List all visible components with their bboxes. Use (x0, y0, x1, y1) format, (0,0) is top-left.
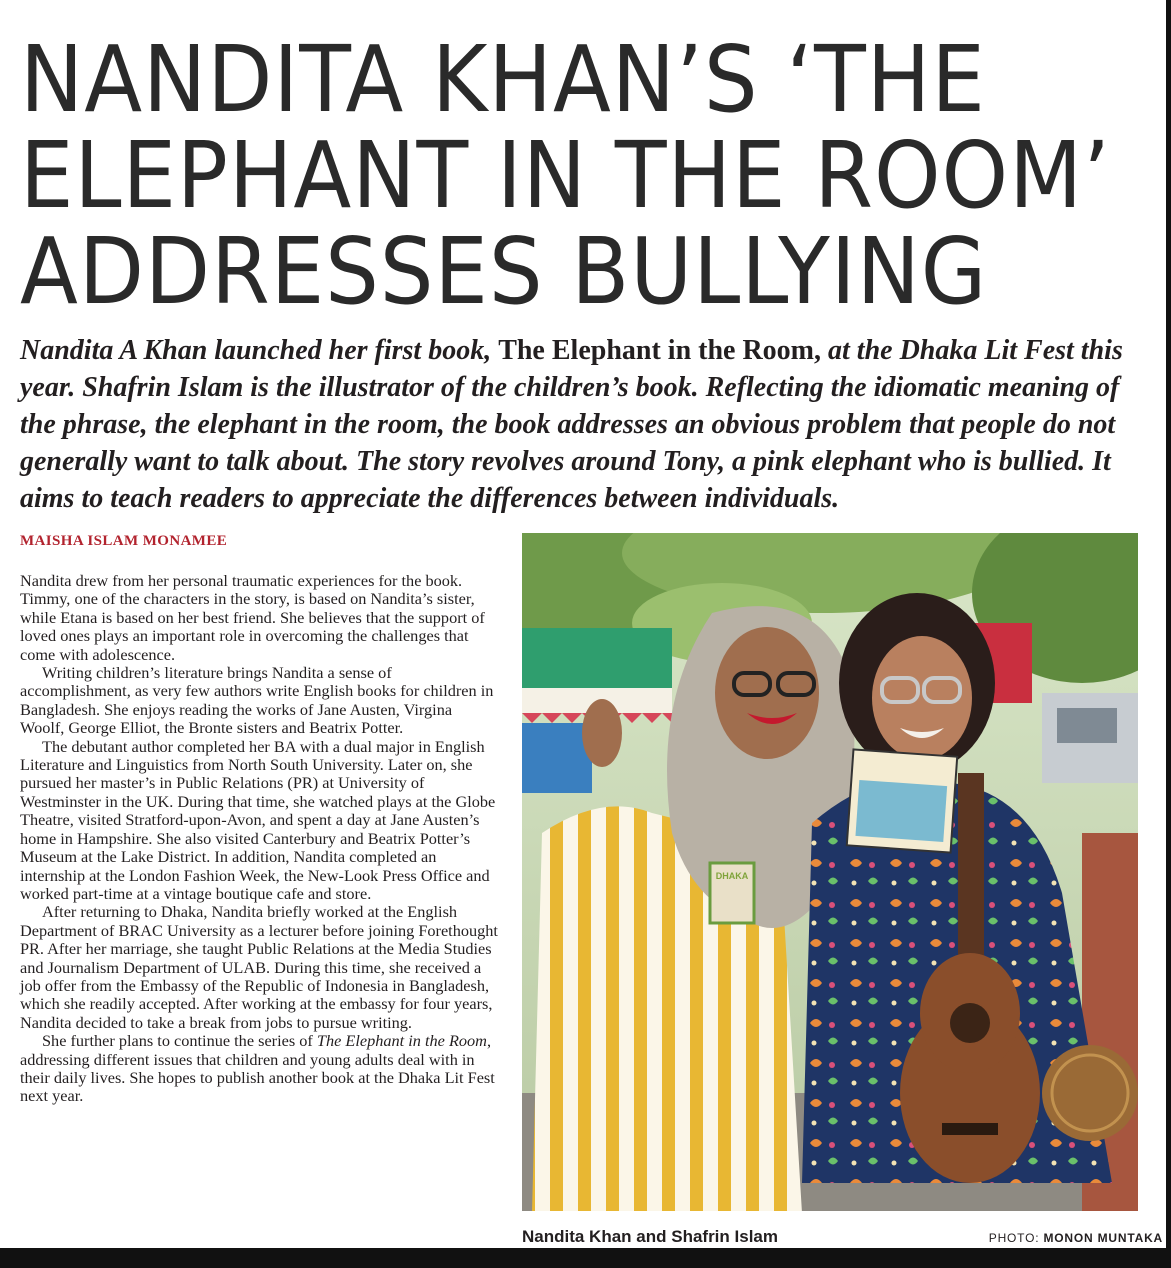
body-paragraph-3: The debutant author completed her BA with a dual major in English Literature and Linguistics from North South University. Later on, she pursued her master’s in Public Relations (PR) at University of Westminster in the UK. During that time, she watched plays at the Globe Theatre, visited Stratford-upon-Avon, and spent a day at Jane Austen’s home in Hampshire. She also visited Canterbury and Beatrix Potter’s Museum at the Lake District. In addition, Nandita completed an internship at the London Fashion Week, the New-Look Press Office and worked part-time at a vintage boutique cafe and store. (20, 736, 496, 903)
headline (20, 26, 1111, 325)
body-paragraph-5 (20, 1032, 500, 1106)
standfirst (20, 332, 1160, 517)
standfirst-part-1: Nandita A Khan launched her first book, (20, 335, 499, 366)
headline-line-1: NANDITA KHAN’S ‘THE (20, 26, 986, 133)
photo-credit-name: MONON MUNTAKA (1043, 1231, 1163, 1245)
body-paragraph-1: Nandita drew from her personal traumatic experiences for the book. Timmy, one of the characters in the story, is based on Nandita’s sister, while Etana is based on her best friend. She believes that the support of loved ones plays an important role in overcoming the challenges that come with adolescence. (20, 571, 485, 664)
page-bottom-bar (0, 1248, 1171, 1268)
photo-credit (989, 1231, 1163, 1245)
photo-illustration (522, 533, 1138, 1211)
body-p5-end: , addressing different issues that children and young adults deal with in their daily lives. She hopes to publish another book at the Dhaka Lit Fest next year. (20, 1031, 495, 1106)
standfirst-part-2: at the Dhaka Lit Fest this year. Shafrin Islam is the illustrator of the children’s book. Reflecting the idiomatic meaning of the phrase, the elephant in the room, the book addresses an obvious problem that people do not generally want to talk about. The story revolves around Tony, a pink elephant who is bullied. It aims to teach readers to appreciate the differences between individuals. (20, 335, 1123, 514)
headline-line-3: ADDRESSES BULLYING (20, 218, 988, 325)
body-p5-book-title: The Elephant in the Room (316, 1031, 487, 1051)
page-edge-rule (1166, 0, 1171, 1268)
standfirst-book-title: The Elephant in the Room, (498, 335, 822, 366)
byline: MAISHA ISLAM MONAMEE (20, 533, 228, 549)
article-photo (522, 533, 1138, 1211)
photo-caption: Nandita Khan and Shafrin Islam (522, 1227, 778, 1246)
article-body (20, 572, 500, 1106)
headline-line-2: ELEPHANT IN THE ROOM’ (20, 122, 1111, 229)
badge-text: DHAKA (715, 871, 749, 881)
body-paragraph-4: After returning to Dhaka, Nandita briefly worked at the English Department of BRAC University as a lecturer before joining Forethought PR. After her marriage, she taught Public Relations at the Media Studies and Journalism Department of ULAB. During this time, she received a job offer from the Embassy of the Republic of Indonesia in Bangladesh, which she readily accepted. After working at the embassy for four years, Nandita decided to take a break from jobs to pursue writing. (20, 902, 498, 1032)
body-paragraph-2: Writing children’s literature brings Nandita a sense of accomplishment, as very few authors write English books for children in Bangladesh. She enjoys reading the works of Jane Austen, Virgina Woolf, George Elliot, the Bronte sisters and Beatrix Potter. (20, 663, 494, 738)
photo-credit-label: PHOTO: (988, 1231, 1044, 1245)
body-p5-start: She further plans to continue the series of (42, 1031, 317, 1051)
